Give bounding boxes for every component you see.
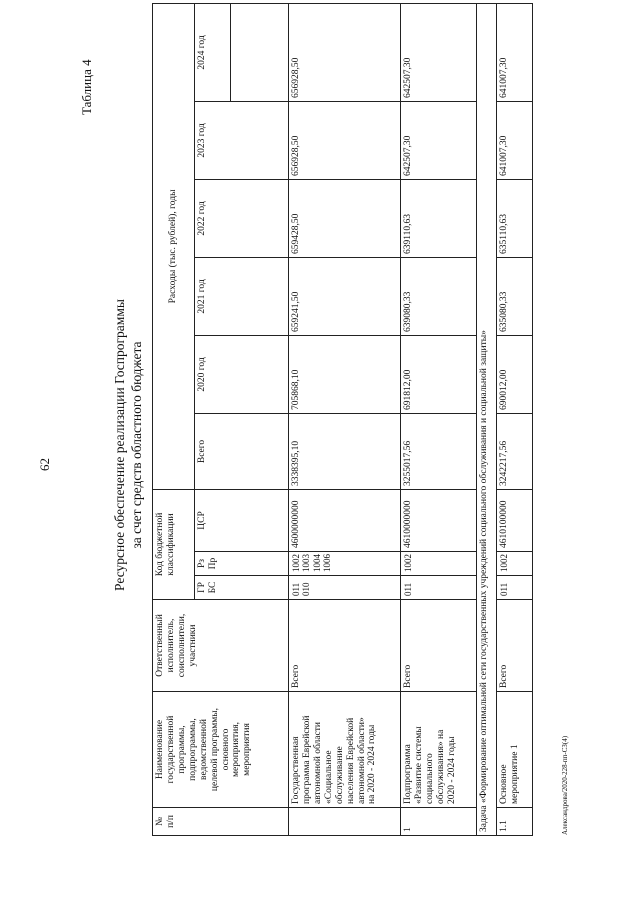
row-responsible: Всего [401,600,477,692]
row-total: 3338395,10 [289,413,401,489]
row-num: 1.1 [497,808,533,836]
header-year-2021: 2021 год [195,257,289,335]
row-name: Основное мероприятие 1 [497,692,533,808]
page-number: 62 [37,458,52,471]
header-year-2023: 2023 год [195,101,289,179]
row-csr: 4610000000 [401,489,477,551]
row-rzpr: 1002 1003 1004 1006 [289,552,401,576]
row-2024: 641007,30 [497,3,533,101]
header-responsible: Ответственный исполнитель, соисполнители, участники [153,600,289,692]
header-name: Наименование государственной программы, подпрограммы, ведомственной целевой программы, основного мероприятия, мероприятия [153,692,289,808]
header-year-2024: 2024 год [195,3,231,101]
row-responsible: Всего [497,600,533,692]
header-rzpr: Рз Пр [195,552,289,576]
table-row [401,3,477,835]
header-num: № п/п [153,808,289,836]
row-2021: 639080,33 [401,257,477,335]
row-2023: 642507,30 [401,101,477,179]
header-csr: ЦСР [195,489,289,551]
task-row [477,3,497,835]
document-title [112,235,146,655]
title-line-2: за счет средств областного бюджета [128,341,144,549]
row-responsible: Всего [289,600,401,692]
header-year-2020: 2020 год [195,335,289,413]
row-num: 1 [401,808,477,836]
table-row [497,3,533,835]
header-empty-cell [231,3,289,101]
task-text: Задача «Формирование оптимальной сети государственных учреждений социального обслуживания и социальной защиты» [477,3,497,835]
row-2023: 656928,50 [289,101,401,179]
header-grbs: ГР БС [195,576,289,600]
row-rzpr: 1002 [401,552,477,576]
row-csr: 4600000000 [289,489,401,551]
row-total: 3242217,56 [497,413,533,489]
row-2020: 705868,10 [289,335,401,413]
row-grbs: 011 [497,576,533,600]
row-num [289,808,401,836]
row-2020: 691812,00 [401,335,477,413]
row-csr: 4610100000 [497,489,533,551]
row-name: Государственная программа Еврейской автономной области «Социальное обслуживание населения Еврейской автономной области» на 2020 - 2024 годы [289,692,401,808]
table-caption: Таблица 4 [79,59,94,115]
row-2023: 641007,30 [497,101,533,179]
row-2022: 659428,50 [289,179,401,257]
row-2021: 635080,33 [497,257,533,335]
row-total: 3255017,56 [401,413,477,489]
header-total: Всего [195,413,289,489]
row-2024: 656928,50 [289,3,401,101]
row-2024: 642507,30 [401,3,477,101]
row-name: Подпрограмма «Развитие системы социального обслуживания» на 2020 - 2024 годы [401,692,477,808]
table-row [289,3,401,835]
row-rzpr: 1002 [497,552,533,576]
header-row-1 [153,3,195,835]
row-2021: 659241,50 [289,257,401,335]
header-budget-code: Код бюджетной классификации [153,489,195,599]
row-grbs: 011 [401,576,477,600]
footer-note: Александрова/2020-228-пп-СЗ(4) [561,735,569,835]
row-grbs: 011 010 [289,576,401,600]
resource-table [152,3,533,836]
row-2022: 639110,63 [401,179,477,257]
header-year-2022: 2022 год [195,179,289,257]
row-2020: 690012,00 [497,335,533,413]
row-2022: 635110,63 [497,179,533,257]
title-line-1: Ресурсное обеспечение реализации Госпрограммы [112,299,127,591]
header-expenses: Расходы (тыс. рублей), годы [153,3,195,489]
